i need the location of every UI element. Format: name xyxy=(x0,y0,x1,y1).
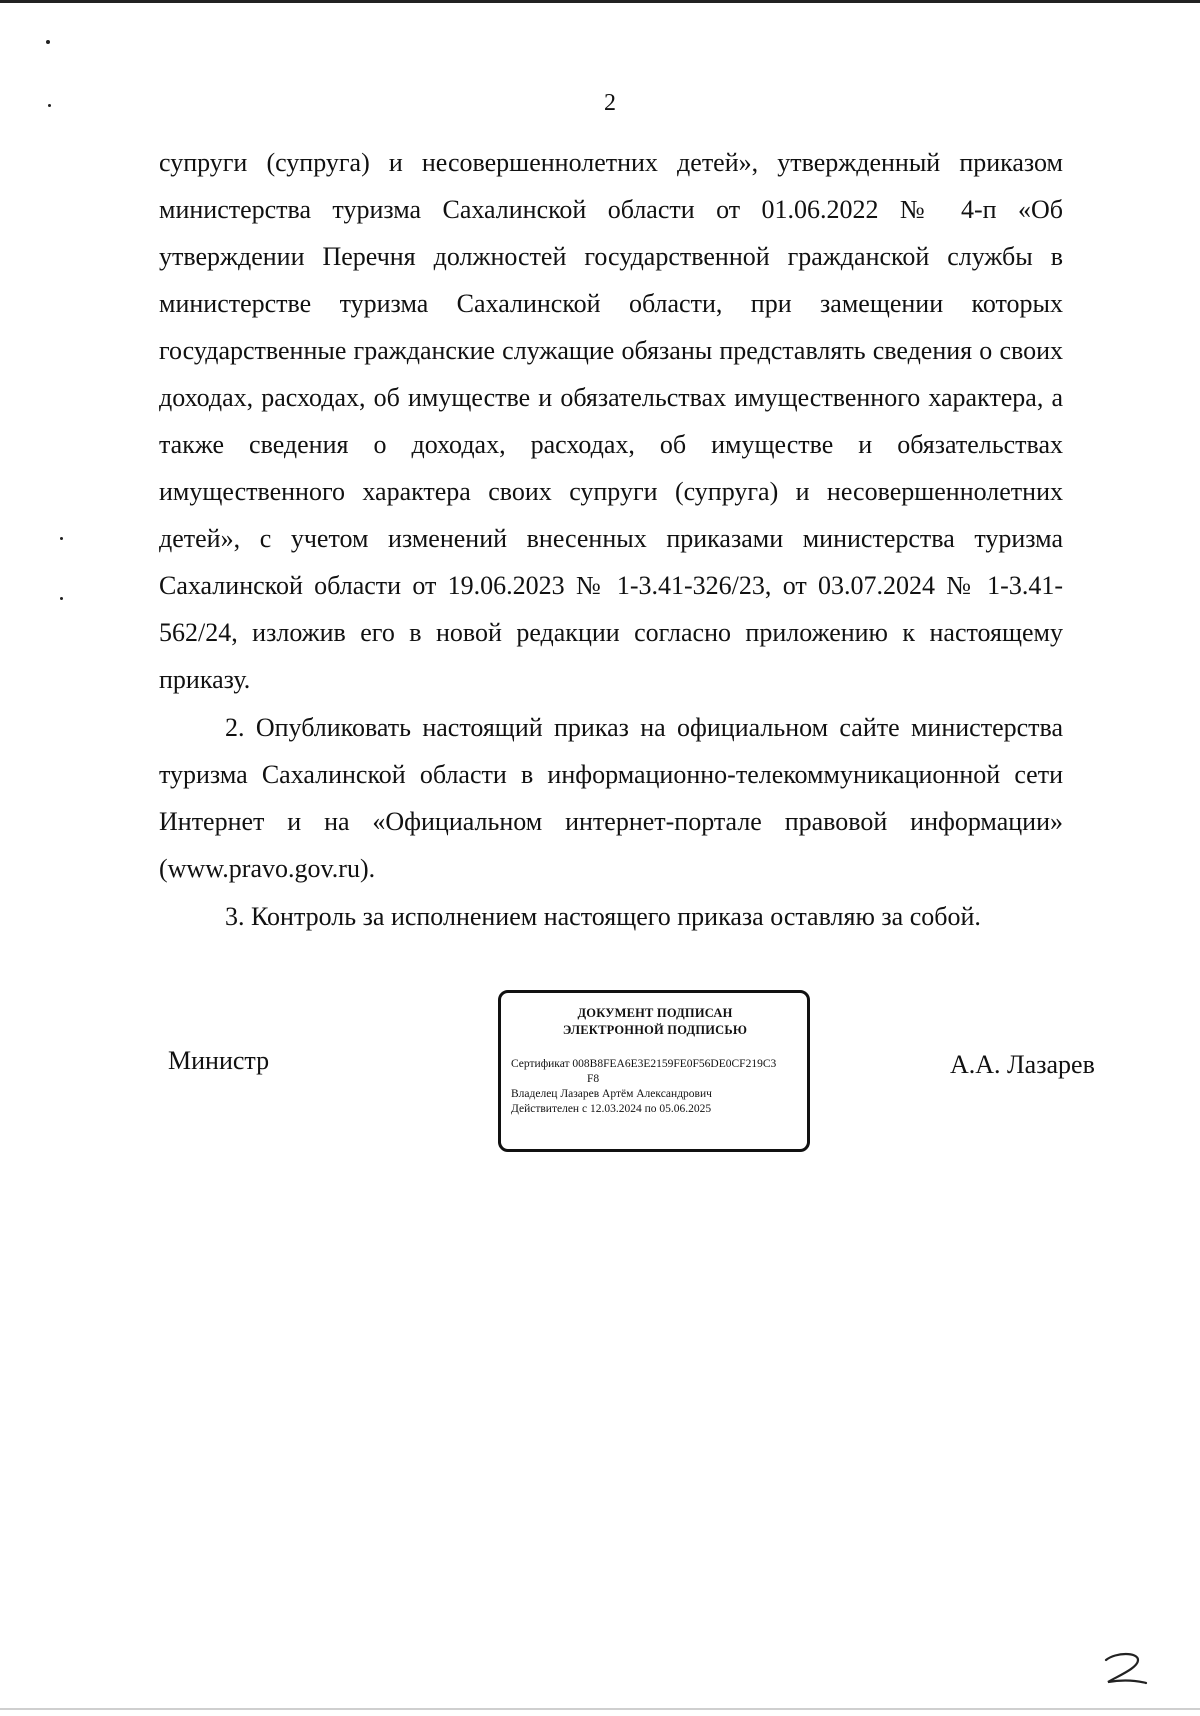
scan-speck xyxy=(60,597,63,600)
paragraph-continuation: супруги (супруга) и несовершеннолетних детей», утвержденный приказом министерства туризма Сахалинской области от 01.06.2022 № 4-п «Об утверждении Перечня должностей государственной гражданской службы в министерстве туризма Сахалинской области, при замещении которых государственные гражданские служащие обязаны представлять сведения о своих доходах, расходах, об имуществе и обязательствах имущественного характера, а также сведения о доходах, расходах, об имуществе и обязательствах имущественного характера своих супруги (супруга) и несовершеннолетних детей», с учетом изменений внесенных приказами министерства туризма Сахалинской области от 19.06.2023 № 1-3.41-326/23, от 03.07.2024 № 1-3.41-562/24, изложив его в новой редакции согласно приложению к настоящему приказу. xyxy=(159,148,1063,694)
signer-title: Министр xyxy=(168,1046,270,1075)
stamp-heading-line1: ДОКУМЕНТ ПОДПИСАН xyxy=(577,1006,733,1020)
document-body xyxy=(159,139,1063,940)
scan-speck xyxy=(46,40,50,44)
paragraph-item-2: 2. Опубликовать настоящий приказ на официальном сайте министерства туризма Сахалинской области в информационно-телекоммуникационной сети Интернет и на «Официальном интернет-портале правовой информации» (www.pravo.gov.ru). xyxy=(159,713,1063,883)
signature-block xyxy=(0,990,1200,1180)
stamp-validity: Действителен с 12.03.2024 по 05.06.2025 xyxy=(511,1103,712,1115)
stamp-owner-value: Лазарев Артём Александрович xyxy=(560,1088,712,1100)
scan-speck xyxy=(60,537,63,540)
page-number: 2 xyxy=(604,90,616,116)
handwritten-page-mark xyxy=(1098,1650,1158,1690)
signer-name: А.А. Лазарев xyxy=(950,1050,1095,1079)
top-page-edge xyxy=(0,0,1200,3)
bottom-page-edge xyxy=(0,1708,1200,1710)
paragraph-item-3: 3. Контроль за исполнением настоящего приказа оставляю за собой. xyxy=(225,902,981,931)
electronic-signature-stamp xyxy=(498,990,810,1152)
stamp-owner xyxy=(511,1087,799,1102)
stamp-certificate-value: 008B8FEA6E3E2159FE0F56DE0CF219C3 xyxy=(572,1058,777,1070)
stamp-certificate xyxy=(511,1057,799,1072)
scan-speck xyxy=(48,104,51,107)
stamp-owner-label: Владелец xyxy=(511,1088,558,1100)
stamp-heading-line2: ЭЛЕКТРОННОЙ ПОДПИСЬЮ xyxy=(562,1023,748,1037)
stamp-certificate-label: Сертификат xyxy=(511,1058,570,1070)
stamp-certificate-tail: F8 xyxy=(587,1073,600,1085)
